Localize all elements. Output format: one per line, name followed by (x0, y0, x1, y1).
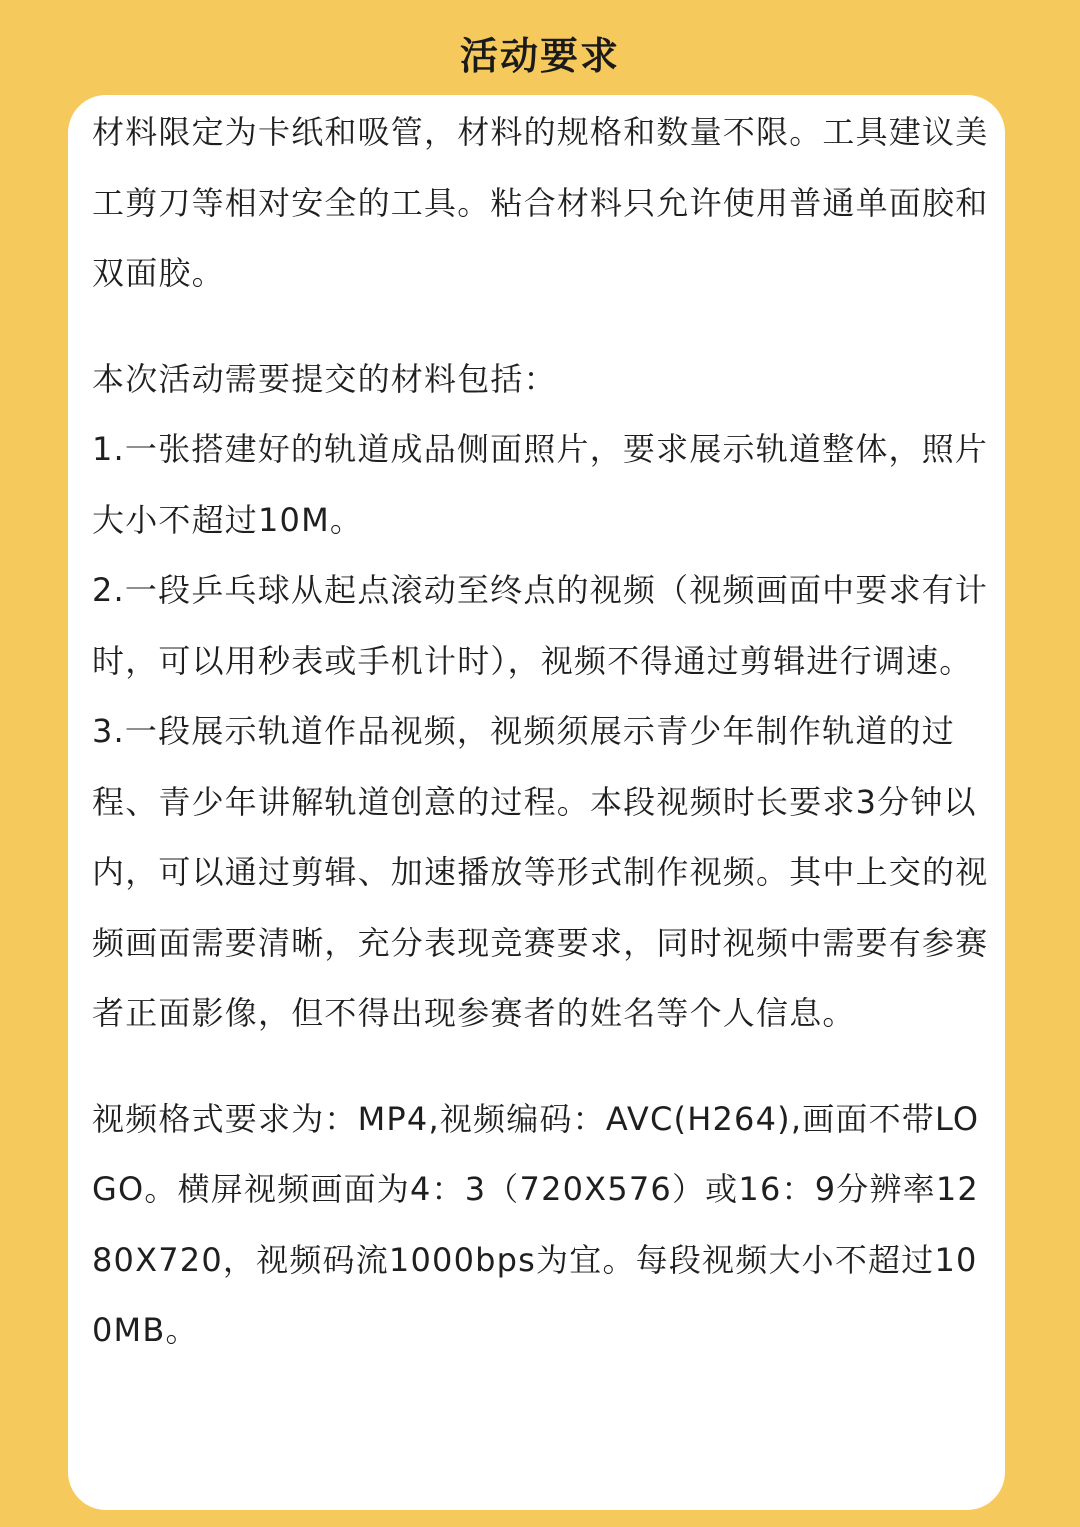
requirements-card (68, 95, 1005, 1510)
submit-intro-paragraph: 本次活动需要提交的材料包括： (92, 359, 557, 398)
submit-item-1: 1.一张搭建好的轨道成品侧面照片，要求展示轨道整体，照片大小不超过10M。 (92, 430, 989, 539)
video-format-paragraph: 视频格式要求为：MP4,视频编码：AVC(H264),画面不带LOGO。横屏视频画面为4：3（720X576）或16：9分辨率1280X720，视频码流1000bps为宜。每段视频大小不超过100MB。 (92, 1099, 980, 1349)
submit-item-2: 2.一段乒乓球从起点滚动至终点的视频（视频画面中要求有计时，可以用秒表或手机计时），视频不得通过剪辑进行调速。 (92, 571, 989, 680)
page-title: 活动要求 (459, 34, 620, 78)
paragraph-spacer (92, 309, 991, 344)
paragraph-spacer (92, 1049, 991, 1084)
submit-item-3: 3.一段展示轨道作品视频，视频须展示青少年制作轨道的过程、青少年讲解轨道创意的过程。本段视频时长要求3分钟以内，可以通过剪辑、加速播放等形式制作视频。其中上交的视频画面需要清晰，充分表现竞赛要求，同时视频中需要有参赛者正面影像，但不得出现参赛者的姓名等个人信息。 (92, 712, 989, 1032)
materials-paragraph: 材料限定为卡纸和吸管，材料的规格和数量不限。工具建议美工剪刀等相对安全的工具。粘合材料只允许使用普通单面胶和双面胶。 (92, 113, 989, 292)
